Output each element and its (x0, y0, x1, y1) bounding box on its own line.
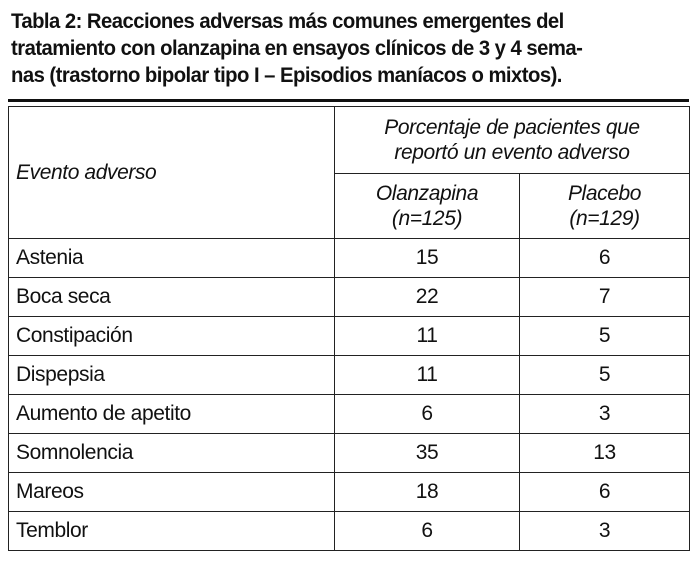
olanzapina-cell: 11 (335, 356, 520, 395)
event-cell: Temblor (9, 512, 335, 551)
placebo-cell: 3 (520, 512, 690, 551)
table-row (9, 317, 690, 356)
caption-line-2: tratamiento con olanzapina en ensayos clínicos de 3 y 4 sema- (11, 37, 583, 60)
caption-divider (8, 99, 689, 102)
olanzapina-cell: 6 (335, 395, 520, 434)
header-group-line-1: Porcentaje de pacientes que (384, 116, 640, 139)
caption-line-1: Tabla 2: Reacciones adversas más comunes emergentes del (11, 10, 564, 33)
table-row (9, 278, 690, 317)
olanzapina-cell: 18 (335, 473, 520, 512)
olanzapina-cell: 22 (335, 278, 520, 317)
placebo-cell: 5 (520, 317, 690, 356)
header-olanzapina-n: (n=125) (391, 207, 463, 230)
placebo-cell: 7 (520, 278, 690, 317)
placebo-cell: 13 (520, 434, 690, 473)
event-cell: Astenia (9, 239, 335, 278)
header-olanzapina-name: Olanzapina (375, 182, 479, 205)
event-cell: Mareos (9, 473, 335, 512)
header-percentage-group (335, 107, 690, 174)
table-row (9, 356, 690, 395)
table-row (9, 395, 690, 434)
table-caption (11, 8, 663, 89)
event-cell: Aumento de apetito (9, 395, 335, 434)
table-row (9, 434, 690, 473)
header-olanzapina (335, 174, 520, 239)
header-placebo-name: Placebo (567, 182, 642, 205)
header-event: Evento adverso (9, 107, 335, 239)
placebo-cell: 6 (520, 239, 690, 278)
table-row (9, 473, 690, 512)
table-row (9, 512, 690, 551)
event-cell: Constipación (9, 317, 335, 356)
placebo-cell: 6 (520, 473, 690, 512)
event-cell: Boca seca (9, 278, 335, 317)
olanzapina-cell: 35 (335, 434, 520, 473)
header-placebo (520, 174, 690, 239)
header-placebo-n: (n=129) (569, 207, 640, 230)
event-cell: Somnolencia (9, 434, 335, 473)
olanzapina-cell: 6 (335, 512, 520, 551)
adverse-reactions-table (8, 106, 690, 551)
event-cell: Dispepsia (9, 356, 335, 395)
placebo-cell: 5 (520, 356, 690, 395)
placebo-cell: 3 (520, 395, 690, 434)
table-row (9, 239, 690, 278)
olanzapina-cell: 15 (335, 239, 520, 278)
olanzapina-cell: 11 (335, 317, 520, 356)
header-group-line-2: reportó un evento adverso (394, 141, 630, 164)
caption-line-3: nas (trastorno bipolar tipo I – Episodios maníacos o mixtos). (11, 64, 562, 87)
